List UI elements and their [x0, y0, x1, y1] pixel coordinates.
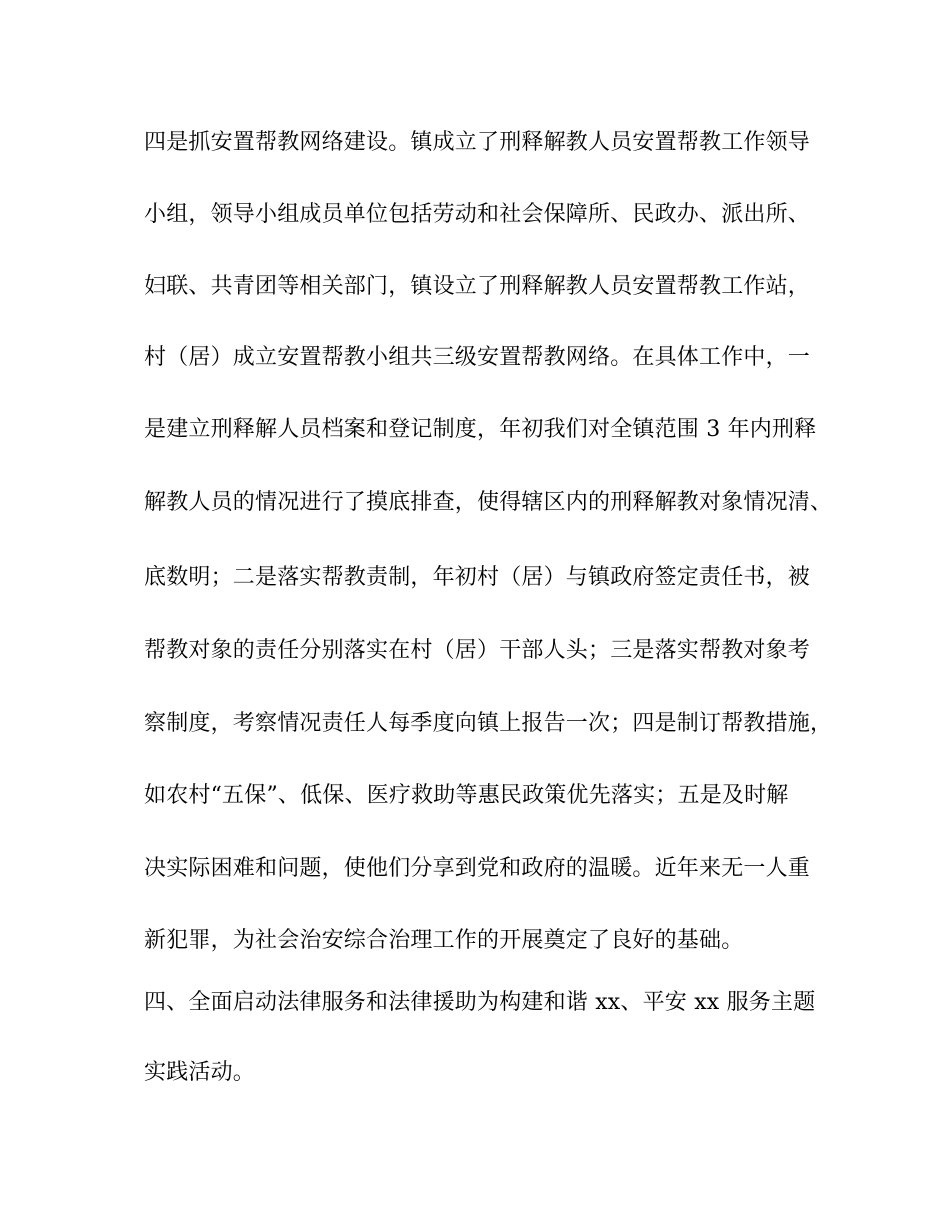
paragraph-line: 察制度，考察情况责任人每季度向镇上报告一次；四是制订帮教措施，: [144, 711, 833, 736]
paragraph-line: 帮教对象的责任分别落实在村（居）干部人头；三是落实帮教对象考: [144, 638, 811, 663]
paragraph-line: 村（居）成立安置帮教小组共三级安置帮教网络。在具体工作中，一: [144, 345, 811, 370]
paragraph-line: 底数明；二是落实帮教责制，年初村（居）与镇政府签定责任书，被: [144, 565, 811, 590]
paragraph-line: 新犯罪，为社会治安综合治理工作的开展奠定了良好的基础。: [144, 928, 744, 953]
paragraph-line: 小组，领导小组成员单位包括劳动和社会保障所、民政办、派出所、: [144, 202, 811, 227]
section-heading-line: 四、全面启动法律服务和法律援助为构建和谐 xx、平安 xx 服务主题: [144, 990, 816, 1015]
section-heading-line: 实践活动。: [144, 1060, 256, 1085]
paragraph-line: 如农村“五保”、低保、医疗救助等惠民政策优先落实；五是及时解: [144, 783, 789, 808]
paragraph-line: 是建立刑释解人员档案和登记制度，年初我们对全镇范围 3 年内刑释: [144, 417, 817, 442]
paragraph-line: 四是抓安置帮教网络建设。镇成立了刑释解教人员安置帮教工作领导: [144, 130, 811, 155]
paragraph-line: 解教人员的情况进行了摸底排查，使得辖区内的刑释解教对象情况清、: [144, 490, 833, 515]
paragraph-line: 妇联、共青团等相关部门，镇设立了刑释解教人员安置帮教工作站，: [144, 274, 811, 299]
paragraph-line: 决实际困难和问题，使他们分享到党和政府的温暖。近年来无一人重: [144, 856, 811, 881]
